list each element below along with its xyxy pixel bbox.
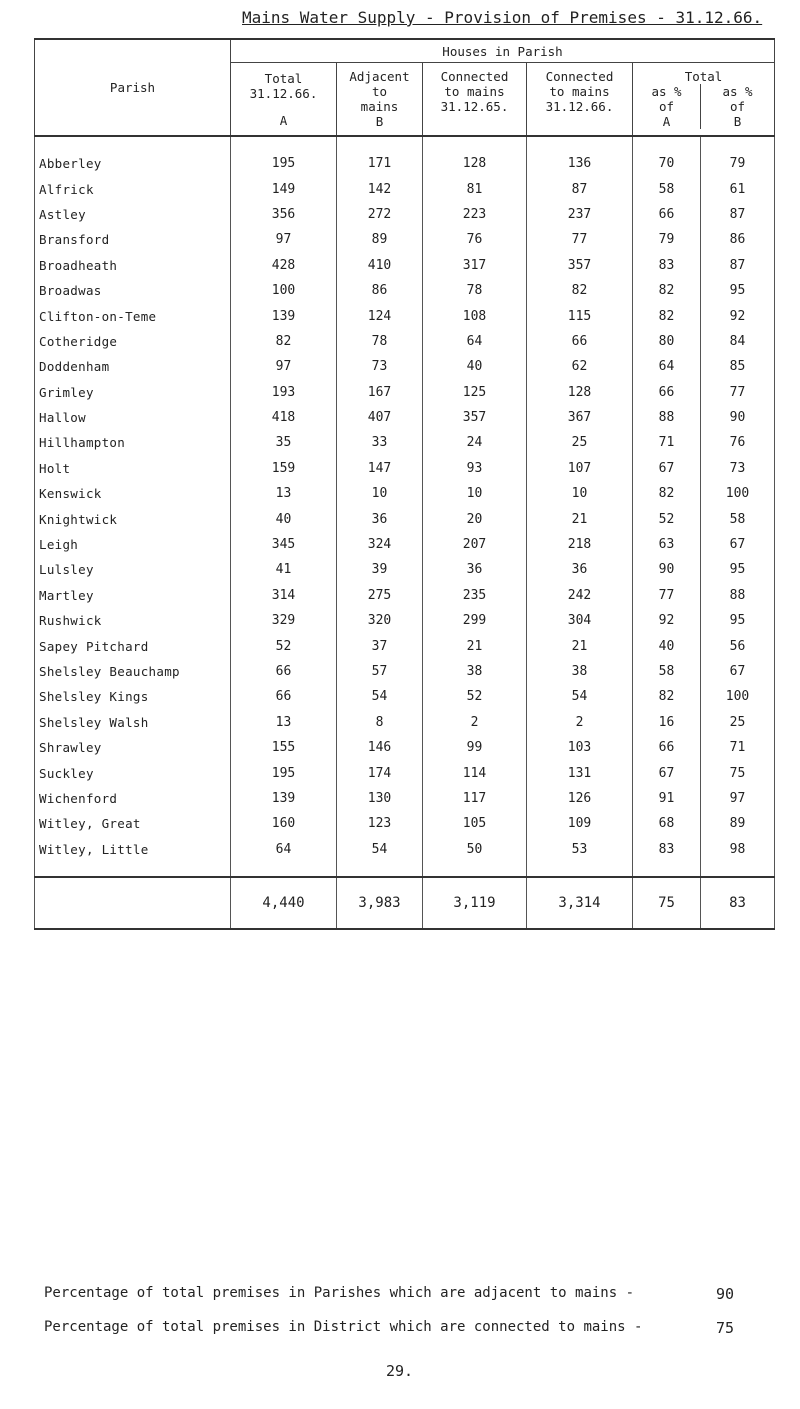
cell-adjacent: 407 [337, 405, 423, 430]
totals-conn66: 3,314 [527, 877, 633, 929]
cell-conn65: 93 [423, 456, 527, 481]
cell-conn66: 38 [527, 659, 633, 684]
cell-total: 160 [231, 811, 337, 836]
cell-parish: Kenswick [35, 481, 231, 506]
cell-parish: Clifton-on-Teme [35, 303, 231, 328]
cell-pct-b: 92 [701, 303, 775, 328]
cell-conn65: 207 [423, 532, 527, 557]
cell-conn65: 40 [423, 354, 527, 379]
col-c66-l1: Connected [545, 69, 614, 84]
cell-parish: Bransford [35, 227, 231, 252]
cell-conn65: 64 [423, 329, 527, 354]
table-row [35, 735, 775, 760]
cell-adjacent: 410 [337, 253, 423, 278]
totals-label-cell [35, 877, 231, 929]
cell-conn66: 66 [527, 329, 633, 354]
cell-pct-a: 83 [633, 837, 701, 877]
water-supply-table [34, 38, 775, 930]
cell-parish: Alfrick [35, 176, 231, 201]
totals-row [35, 877, 775, 929]
cell-conn65: 76 [423, 227, 527, 252]
cell-conn65: 52 [423, 684, 527, 709]
table-row [35, 786, 775, 811]
table-row [35, 837, 775, 877]
cell-pct-a: 64 [633, 354, 701, 379]
cell-total: 139 [231, 786, 337, 811]
cell-conn66: 77 [527, 227, 633, 252]
col-c65-l2: to mains [444, 84, 505, 99]
table-row [35, 329, 775, 354]
cell-conn66: 54 [527, 684, 633, 709]
cell-pct-b: 88 [701, 583, 775, 608]
cell-total: 149 [231, 176, 337, 201]
cell-conn66: 10 [527, 481, 633, 506]
cell-total: 97 [231, 227, 337, 252]
cell-total: 66 [231, 659, 337, 684]
cell-parish: Shrawley [35, 735, 231, 760]
cell-pct-b: 85 [701, 354, 775, 379]
cell-conn65: 117 [423, 786, 527, 811]
cell-adjacent: 37 [337, 633, 423, 658]
col-header-adjacent [337, 63, 423, 137]
cell-pct-b: 87 [701, 253, 775, 278]
col-adj-l2: to [371, 84, 388, 99]
cell-parish: Broadheath [35, 253, 231, 278]
cell-adjacent: 54 [337, 684, 423, 709]
table-row [35, 253, 775, 278]
cell-pct-a: 66 [633, 202, 701, 227]
cell-adjacent: 36 [337, 506, 423, 531]
table-row [35, 278, 775, 303]
cell-parish: Rushwick [35, 608, 231, 633]
footer-line-2-value: 75 [716, 1319, 735, 1337]
cell-pct-b: 58 [701, 506, 775, 531]
cell-parish: Martley [35, 583, 231, 608]
cell-adjacent: 124 [337, 303, 423, 328]
cell-conn66: 25 [527, 430, 633, 455]
cell-parish: Witley, Little [35, 837, 231, 877]
cell-conn65: 20 [423, 506, 527, 531]
col-total-l2: 31.12.66. [249, 85, 318, 101]
table-row [35, 659, 775, 684]
col-parish-label: Parish [109, 80, 156, 95]
col-pctb-l2: of [730, 99, 746, 114]
cell-total: 64 [231, 837, 337, 877]
cell-conn66: 304 [527, 608, 633, 633]
cell-total: 195 [231, 760, 337, 785]
cell-adjacent: 39 [337, 557, 423, 582]
cell-pct-b: 67 [701, 532, 775, 557]
table-row [35, 583, 775, 608]
cell-total: 155 [231, 735, 337, 760]
cell-conn66: 237 [527, 202, 633, 227]
cell-pct-b: 86 [701, 227, 775, 252]
cell-parish: Witley, Great [35, 811, 231, 836]
cell-total: 345 [231, 532, 337, 557]
cell-pct-b: 67 [701, 659, 775, 684]
cell-pct-b: 90 [701, 405, 775, 430]
table-row [35, 811, 775, 836]
cell-pct-b: 95 [701, 608, 775, 633]
cell-conn65: 10 [423, 481, 527, 506]
cell-adjacent: 89 [337, 227, 423, 252]
cell-conn66: 126 [527, 786, 633, 811]
cell-pct-a: 67 [633, 456, 701, 481]
col-c66-l2: to mains [549, 84, 610, 99]
table-row [35, 176, 775, 201]
cell-total: 329 [231, 608, 337, 633]
totals-pct-b: 83 [701, 877, 775, 929]
cell-adjacent: 146 [337, 735, 423, 760]
totals-adjacent: 3,983 [337, 877, 423, 929]
cell-total: 159 [231, 456, 337, 481]
cell-adjacent: 54 [337, 837, 423, 877]
table-row [35, 430, 775, 455]
cell-pct-b: 95 [701, 278, 775, 303]
cell-parish: Grimley [35, 380, 231, 405]
cell-conn65: 299 [423, 608, 527, 633]
cell-conn66: 357 [527, 253, 633, 278]
cell-total: 100 [231, 278, 337, 303]
cell-parish: Hallow [35, 405, 231, 430]
cell-conn66: 115 [527, 303, 633, 328]
cell-pct-b: 89 [701, 811, 775, 836]
cell-parish: Suckley [35, 760, 231, 785]
cell-pct-b: 75 [701, 760, 775, 785]
cell-conn66: 82 [527, 278, 633, 303]
cell-adjacent: 8 [337, 710, 423, 735]
col-c65-l3: 31.12.65. [440, 99, 509, 114]
cell-total: 139 [231, 303, 337, 328]
cell-total: 13 [231, 481, 337, 506]
table-row [35, 557, 775, 582]
table-row [35, 136, 775, 176]
col-total-l3: A [279, 112, 288, 128]
cell-adjacent: 57 [337, 659, 423, 684]
cell-conn66: 53 [527, 837, 633, 877]
cell-pct-b: 25 [701, 710, 775, 735]
table-row [35, 608, 775, 633]
cell-parish: Holt [35, 456, 231, 481]
cell-parish: Wichenford [35, 786, 231, 811]
cell-pct-b: 76 [701, 430, 775, 455]
table-row [35, 405, 775, 430]
table-row [35, 481, 775, 506]
cell-conn66: 128 [527, 380, 633, 405]
cell-total: 193 [231, 380, 337, 405]
group-header: Houses in Parish [231, 39, 775, 63]
cell-conn65: 24 [423, 430, 527, 455]
table-row [35, 202, 775, 227]
cell-pct-b: 77 [701, 380, 775, 405]
col-pctb-l3: B [733, 114, 742, 129]
col-c66-l3: 31.12.66. [545, 99, 614, 114]
cell-adjacent: 174 [337, 760, 423, 785]
cell-conn65: 357 [423, 405, 527, 430]
cell-total: 82 [231, 329, 337, 354]
cell-pct-a: 92 [633, 608, 701, 633]
col-adj-l4: B [375, 114, 384, 129]
cell-adjacent: 272 [337, 202, 423, 227]
cell-pct-a: 80 [633, 329, 701, 354]
cell-adjacent: 86 [337, 278, 423, 303]
cell-pct-a: 90 [633, 557, 701, 582]
cell-pct-a: 82 [633, 481, 701, 506]
cell-pct-b: 100 [701, 684, 775, 709]
cell-conn66: 36 [527, 557, 633, 582]
cell-parish: Shelsley Walsh [35, 710, 231, 735]
cell-adjacent: 33 [337, 430, 423, 455]
cell-pct-b: 84 [701, 329, 775, 354]
cell-parish: Sapey Pitchard [35, 633, 231, 658]
cell-pct-a: 91 [633, 786, 701, 811]
cell-conn65: 317 [423, 253, 527, 278]
cell-parish: Knightwick [35, 506, 231, 531]
cell-parish: Broadwas [35, 278, 231, 303]
cell-conn66: 103 [527, 735, 633, 760]
footer-line-1-label: Percentage of total premises in Parishes which are adjacent to mains - [44, 1285, 635, 1301]
col-pctb-l1: as % [722, 84, 753, 99]
cell-parish: Hillhampton [35, 430, 231, 455]
footer-line-1 [44, 1285, 735, 1303]
table-row [35, 456, 775, 481]
cell-adjacent: 123 [337, 811, 423, 836]
cell-pct-a: 71 [633, 430, 701, 455]
cell-adjacent: 147 [337, 456, 423, 481]
totals-pct-a: 75 [633, 877, 701, 929]
cell-pct-a: 77 [633, 583, 701, 608]
table-row [35, 380, 775, 405]
cell-pct-b: 100 [701, 481, 775, 506]
cell-conn66: 242 [527, 583, 633, 608]
cell-parish: Doddenham [35, 354, 231, 379]
cell-parish: Leigh [35, 532, 231, 557]
cell-pct-b: 98 [701, 837, 775, 877]
cell-conn65: 99 [423, 735, 527, 760]
cell-parish: Shelsley Kings [35, 684, 231, 709]
cell-conn66: 218 [527, 532, 633, 557]
cell-conn66: 62 [527, 354, 633, 379]
col-pcta-l2: of [658, 99, 675, 114]
cell-pct-a: 88 [633, 405, 701, 430]
cell-adjacent: 320 [337, 608, 423, 633]
cell-pct-a: 67 [633, 760, 701, 785]
cell-adjacent: 73 [337, 354, 423, 379]
table-row [35, 684, 775, 709]
cell-pct-a: 58 [633, 659, 701, 684]
cell-pct-b: 61 [701, 176, 775, 201]
cell-conn66: 109 [527, 811, 633, 836]
cell-conn66: 367 [527, 405, 633, 430]
cell-conn65: 223 [423, 202, 527, 227]
cell-pct-b: 79 [701, 136, 775, 176]
col-adj-l3: mains [360, 99, 399, 114]
cell-conn66: 21 [527, 506, 633, 531]
col-c65-l1: Connected [440, 69, 509, 84]
cell-adjacent: 171 [337, 136, 423, 176]
col-header-conn65 [423, 63, 527, 137]
cell-conn66: 2 [527, 710, 633, 735]
footer-line-2-label: Percentage of total premises in District which are connected to mains - [44, 1319, 643, 1335]
cell-adjacent: 324 [337, 532, 423, 557]
table-body [35, 136, 775, 877]
cell-adjacent: 275 [337, 583, 423, 608]
cell-adjacent: 142 [337, 176, 423, 201]
cell-pct-a: 16 [633, 710, 701, 735]
cell-conn65: 21 [423, 633, 527, 658]
cell-pct-a: 66 [633, 380, 701, 405]
cell-pct-b: 71 [701, 735, 775, 760]
cell-parish: Astley [35, 202, 231, 227]
cell-total: 314 [231, 583, 337, 608]
cell-parish: Abberley [35, 136, 231, 176]
table-row [35, 303, 775, 328]
cell-conn65: 105 [423, 811, 527, 836]
cell-conn66: 21 [527, 633, 633, 658]
cell-pct-b: 73 [701, 456, 775, 481]
col-header-pct-b [700, 84, 774, 129]
cell-pct-a: 68 [633, 811, 701, 836]
cell-conn66: 107 [527, 456, 633, 481]
cell-total: 356 [231, 202, 337, 227]
cell-total: 66 [231, 684, 337, 709]
cell-pct-b: 97 [701, 786, 775, 811]
cell-total: 428 [231, 253, 337, 278]
cell-pct-b: 56 [701, 633, 775, 658]
cell-conn65: 36 [423, 557, 527, 582]
cell-total: 35 [231, 430, 337, 455]
cell-conn65: 108 [423, 303, 527, 328]
col-header-parish [35, 39, 231, 136]
cell-conn65: 128 [423, 136, 527, 176]
table-row [35, 532, 775, 557]
table-row [35, 506, 775, 531]
table-row [35, 760, 775, 785]
cell-conn66: 87 [527, 176, 633, 201]
page-number: 29. [386, 1362, 414, 1380]
cell-conn65: 81 [423, 176, 527, 201]
cell-pct-a: 83 [633, 253, 701, 278]
col-header-total [231, 63, 337, 137]
table-row [35, 710, 775, 735]
cell-adjacent: 130 [337, 786, 423, 811]
cell-total: 97 [231, 354, 337, 379]
totals-total: 4,440 [231, 877, 337, 929]
cell-pct-b: 87 [701, 202, 775, 227]
cell-parish: Shelsley Beauchamp [35, 659, 231, 684]
cell-total: 52 [231, 633, 337, 658]
cell-total: 40 [231, 506, 337, 531]
cell-conn65: 50 [423, 837, 527, 877]
cell-conn65: 125 [423, 380, 527, 405]
table-row [35, 354, 775, 379]
cell-conn65: 114 [423, 760, 527, 785]
table-row [35, 227, 775, 252]
col-pcta-l1: as % [651, 84, 682, 99]
cell-parish: Lulsley [35, 557, 231, 582]
page-title: Mains Water Supply - Provision of Premises - 31.12.66. [242, 8, 763, 27]
cell-conn65: 2 [423, 710, 527, 735]
cell-pct-a: 70 [633, 136, 701, 176]
cell-pct-b: 95 [701, 557, 775, 582]
cell-pct-a: 79 [633, 227, 701, 252]
cell-pct-a: 58 [633, 176, 701, 201]
cell-conn66: 136 [527, 136, 633, 176]
col-total-l1: Total [264, 70, 303, 86]
col-header-total-group [633, 63, 775, 137]
col-adj-l1: Adjacent [349, 69, 410, 84]
col-total-group-label: Total [684, 69, 723, 84]
table-row [35, 633, 775, 658]
col-header-conn66 [527, 63, 633, 137]
cell-pct-a: 63 [633, 532, 701, 557]
cell-total: 418 [231, 405, 337, 430]
cell-total: 13 [231, 710, 337, 735]
totals-conn65: 3,119 [423, 877, 527, 929]
cell-adjacent: 167 [337, 380, 423, 405]
footer-line-1-value: 90 [716, 1285, 735, 1303]
footer-line-2 [44, 1319, 735, 1337]
cell-pct-a: 40 [633, 633, 701, 658]
cell-conn65: 235 [423, 583, 527, 608]
col-header-pct-a [633, 84, 700, 129]
cell-adjacent: 78 [337, 329, 423, 354]
cell-conn65: 78 [423, 278, 527, 303]
cell-conn66: 131 [527, 760, 633, 785]
cell-pct-a: 82 [633, 684, 701, 709]
cell-pct-a: 52 [633, 506, 701, 531]
cell-pct-a: 66 [633, 735, 701, 760]
cell-total: 41 [231, 557, 337, 582]
cell-pct-a: 82 [633, 278, 701, 303]
cell-conn65: 38 [423, 659, 527, 684]
cell-adjacent: 10 [337, 481, 423, 506]
cell-total: 195 [231, 136, 337, 176]
cell-pct-a: 82 [633, 303, 701, 328]
cell-parish: Cotheridge [35, 329, 231, 354]
col-pcta-l3: A [662, 114, 671, 129]
